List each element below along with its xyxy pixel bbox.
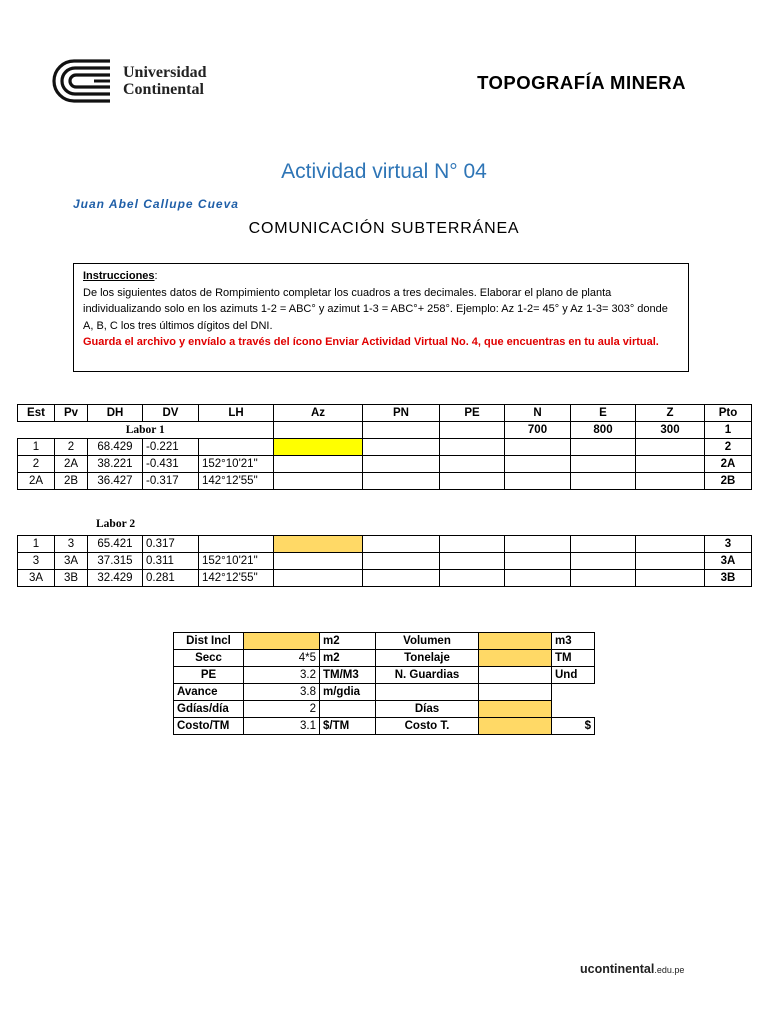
labor2-label: Labor 2: [96, 518, 136, 530]
label-gdias-dia: Gdías/día: [174, 701, 244, 718]
university-name-line1: Universidad: [123, 64, 207, 81]
cell-pn[interactable]: [363, 570, 440, 587]
cell-pv: 3: [55, 536, 88, 553]
unit-gdias-dia: [320, 701, 376, 718]
cell-pto: 3: [705, 536, 752, 553]
table-row: [18, 536, 752, 553]
unit-n-guardias: Und: [552, 667, 595, 684]
cell-z[interactable]: [636, 439, 705, 456]
cell-pn[interactable]: [363, 473, 440, 490]
cell-pe[interactable]: [440, 553, 505, 570]
cell-dv: 0.311: [143, 553, 199, 570]
summary-row: [174, 667, 595, 684]
cell-e[interactable]: [571, 536, 636, 553]
survey-table: [17, 404, 752, 490]
cell-pv: 2: [55, 439, 88, 456]
cell-pe[interactable]: [440, 570, 505, 587]
cell-n[interactable]: [505, 536, 571, 553]
cell-dh: 37.315: [88, 553, 143, 570]
unit-costo-tm: $/TM: [320, 718, 376, 735]
header-pe: PE: [440, 405, 505, 422]
cell-pe[interactable]: [440, 473, 505, 490]
cell-dh: 32.429: [88, 570, 143, 587]
cell-e[interactable]: [571, 473, 636, 490]
label-dias: Días: [376, 701, 479, 718]
instructions-box: Instrucciones: De los siguientes datos de Rompimiento completar los cuadros a tres decimales. Elaborar el plano de planta individualizando solo en los azimuts 1-2 = ABC° y azimut 1-3 = ABC°+ 258°. Ejemplo: Az 1-2= 45° y Az 1-3= 303° donde A, B, C los tres últimos dígitos del DNI. Guarda el archivo y envíalo a través del ícono Enviar Actividad Virtual No. 4, que encuentras en tu aula virtual.: [73, 263, 689, 372]
value-volumen[interactable]: [479, 633, 552, 650]
label-volumen: Volumen: [376, 633, 479, 650]
label-tonelaje: Tonelaje: [376, 650, 479, 667]
footer-brand: [580, 962, 684, 976]
label-costo-tm: Costo/TM: [174, 718, 244, 735]
table-row: [18, 456, 752, 473]
instructions-body: De los siguientes datos de Rompimiento completar los cuadros a tres decimales. Elaborar el plano de planta individualizando solo en los azimuts 1-2 = ABC° y azimut 1-3 = ABC°+ 258°. Ejemplo: Az 1-2= 45° y Az 1-3= 303° donde A, B, C los tres últimos dígitos del DNI.: [83, 286, 668, 332]
cell-est: 1: [18, 536, 55, 553]
cell-dh: 68.429: [88, 439, 143, 456]
header-n: N: [505, 405, 571, 422]
footer-brand-suffix: .edu.pe: [654, 965, 685, 975]
cell-n[interactable]: [505, 473, 571, 490]
cell-lh: [199, 536, 274, 553]
label-dist-incl: Dist Incl: [174, 633, 244, 650]
cell-az[interactable]: [274, 553, 363, 570]
cell-pto: 3B: [705, 570, 752, 587]
cell-dh: 38.221: [88, 456, 143, 473]
cell-est: 2: [18, 456, 55, 473]
header-z: Z: [636, 405, 705, 422]
summary-row: [174, 633, 595, 650]
labor1-label: Labor 1: [18, 422, 274, 439]
instructions-highlight: Guarda el archivo y envíalo a través del ícono Enviar Actividad Virtual No. 4, que encuentras en tu aula virtual.: [83, 336, 659, 348]
cell-az[interactable]: [274, 456, 363, 473]
cell-az[interactable]: [274, 570, 363, 587]
cell-pto: 2B: [705, 473, 752, 490]
value-n-guardias[interactable]: [479, 667, 552, 684]
header-dh: DH: [88, 405, 143, 422]
start-pto: 1: [705, 422, 752, 439]
cell-pn[interactable]: [363, 439, 440, 456]
cell-z[interactable]: [636, 473, 705, 490]
survey-header-row: [18, 405, 752, 422]
cell-n[interactable]: [505, 456, 571, 473]
cell-dv: 0.281: [143, 570, 199, 587]
value-tonelaje[interactable]: [479, 650, 552, 667]
cell-est: 3A: [18, 570, 55, 587]
labor1-start-row: [18, 422, 752, 439]
label-pe: PE: [174, 667, 244, 684]
cell-dh: 36.427: [88, 473, 143, 490]
header-pn: PN: [363, 405, 440, 422]
instructions-title: Instrucciones: [83, 270, 155, 282]
unit-dist-incl: m2: [320, 633, 376, 650]
cell-pe[interactable]: [440, 439, 505, 456]
cell-z[interactable]: [636, 570, 705, 587]
cell-z[interactable]: [636, 456, 705, 473]
start-n: 700: [505, 422, 571, 439]
value-costo-t[interactable]: [479, 718, 552, 735]
cell-n[interactable]: [505, 570, 571, 587]
unit-costo-t: $: [552, 718, 595, 735]
cell-n[interactable]: [505, 439, 571, 456]
unit-avance: m/gdia: [320, 684, 376, 701]
cell-lh: 142°12'55": [199, 570, 274, 587]
header-lh: LH: [199, 405, 274, 422]
labor2-table: [17, 535, 752, 587]
section-title: COMUNICACIÓN SUBTERRÁNEA: [248, 220, 520, 237]
header-az: Az: [274, 405, 363, 422]
start-z: 300: [636, 422, 705, 439]
cell-pv: 3A: [55, 553, 88, 570]
summary-table: [173, 632, 595, 735]
cell-az-input[interactable]: [274, 536, 363, 553]
value-costo-tm: 3.1: [244, 718, 320, 735]
value-pe: 3.2: [244, 667, 320, 684]
cell-dv: -0.221: [143, 439, 199, 456]
summary-row: [174, 650, 595, 667]
cell-e[interactable]: [571, 439, 636, 456]
cell-z[interactable]: [636, 536, 705, 553]
cell-pn[interactable]: [363, 553, 440, 570]
author-name: Juan Abel Callupe Cueva: [73, 197, 239, 211]
activity-title: Actividad virtual N° 04: [281, 160, 487, 183]
label-secc: Secc: [174, 650, 244, 667]
header-dv: DV: [143, 405, 199, 422]
cell-lh: 142°12'55": [199, 473, 274, 490]
label-costo-t: Costo T.: [376, 718, 479, 735]
cell-az-input[interactable]: [274, 439, 363, 456]
cell-az[interactable]: [274, 473, 363, 490]
university-name-line2: Continental: [123, 81, 204, 98]
unit-volumen: m3: [552, 633, 595, 650]
unit-secc: m2: [320, 650, 376, 667]
cell-pto: 3A: [705, 553, 752, 570]
cell-dv: -0.431: [143, 456, 199, 473]
cell-pn[interactable]: [363, 536, 440, 553]
cell-pe[interactable]: [440, 536, 505, 553]
header-e: E: [571, 405, 636, 422]
summary-row: [174, 684, 595, 701]
value-secc: 4*5: [244, 650, 320, 667]
cell-dh: 65.421: [88, 536, 143, 553]
cell-e[interactable]: [571, 570, 636, 587]
cell-est: 1: [18, 439, 55, 456]
header-est: Est: [18, 405, 55, 422]
table-row: [18, 473, 752, 490]
cell-lh: 152°10'21": [199, 456, 274, 473]
cell-lh: [199, 439, 274, 456]
summary-row: [174, 718, 595, 735]
university-logo-icon: [50, 58, 112, 104]
cell-e[interactable]: [571, 553, 636, 570]
cell-dv: 0.317: [143, 536, 199, 553]
value-empty: [479, 684, 552, 701]
header-pv: Pv: [55, 405, 88, 422]
value-dias[interactable]: [479, 701, 552, 718]
cell-e[interactable]: [571, 456, 636, 473]
cell-pv: 2B: [55, 473, 88, 490]
label-empty: [376, 684, 479, 701]
label-n-guardias: N. Guardias: [376, 667, 479, 684]
cell-est: 3: [18, 553, 55, 570]
cell-z[interactable]: [636, 553, 705, 570]
table-row: [18, 553, 752, 570]
cell-pto: 2: [705, 439, 752, 456]
value-dist-incl[interactable]: [244, 633, 320, 650]
course-title: TOPOGRAFÍA MINERA: [477, 72, 686, 93]
value-gdias-dia: 2: [244, 701, 320, 718]
label-avance: Avance: [174, 684, 244, 701]
table-row: [18, 570, 752, 587]
cell-pv: 2A: [55, 456, 88, 473]
unit-pe: TM/M3: [320, 667, 376, 684]
summary-row: [174, 701, 595, 718]
cell-lh: 152°10'21": [199, 553, 274, 570]
table-row: [18, 439, 752, 456]
value-avance: 3.8: [244, 684, 320, 701]
cell-pv: 3B: [55, 570, 88, 587]
cell-dv: -0.317: [143, 473, 199, 490]
cell-pn[interactable]: [363, 456, 440, 473]
cell-pe[interactable]: [440, 456, 505, 473]
header-pto: Pto: [705, 405, 752, 422]
footer-brand-name: ucontinental: [580, 962, 655, 976]
cell-pto: 2A: [705, 456, 752, 473]
cell-est: 2A: [18, 473, 55, 490]
unit-dias: [552, 701, 595, 718]
unit-empty: [552, 684, 595, 701]
unit-tonelaje: TM: [552, 650, 595, 667]
start-e: 800: [571, 422, 636, 439]
cell-n[interactable]: [505, 553, 571, 570]
